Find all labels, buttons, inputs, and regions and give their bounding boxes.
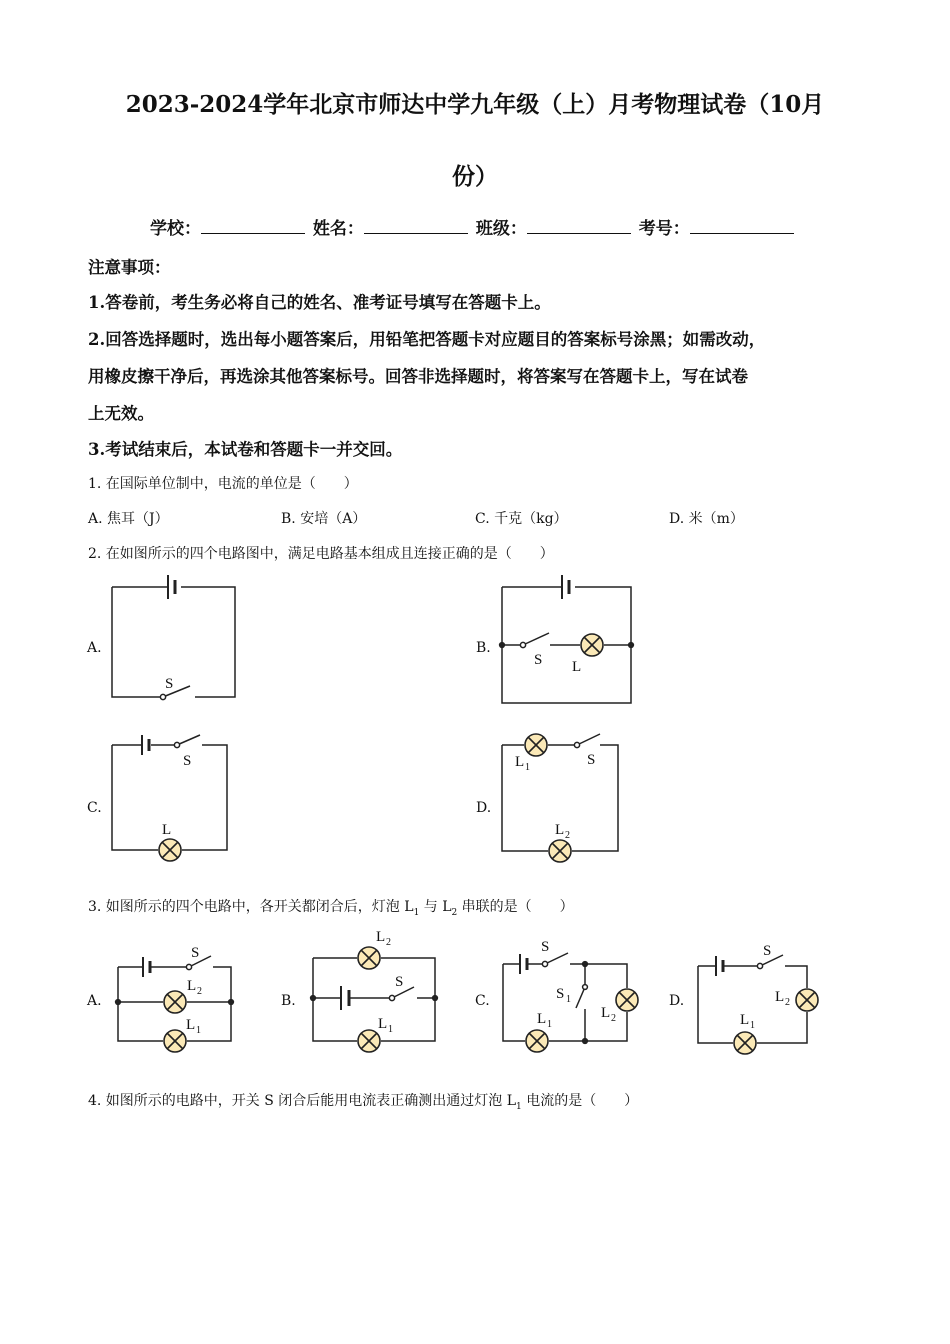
q3c-l1-sub: 1 [547,1019,552,1030]
q4-stem-sub: 1 [516,1101,522,1112]
q2-option-a[interactable]: A. [87,640,102,656]
q3b-l1-label: L [378,1016,388,1032]
q3d-bulb-l1 [734,1032,756,1054]
q3d-l1-label: L [740,1012,750,1028]
q3a-bulb-l1 [164,1030,186,1052]
q3c-l2-label: L [601,1005,611,1021]
q3b-bulb-l1 [358,1030,380,1052]
q3-option-d[interactable]: D. [669,993,685,1009]
q4-stem-part: 4. 如图所示的电路中，开关 S 闭合后能用电流表正确测出通过灯泡 L [88,1093,517,1109]
q3a-switch-label: S [191,945,200,961]
q1-option-b[interactable]: B. 安培（A） [281,511,367,527]
q2d-bulb-l1 [525,734,547,756]
q3c-l2-sub: 2 [611,1013,616,1024]
question-2-stem: 2. 在如图所示的四个电路图中，满足电路基本组成且连接正确的是（ ） [88,546,554,562]
q3-option-a[interactable]: A. [87,993,102,1009]
exam-title-line2: 份） [452,163,498,190]
q3a-bulb-l2 [164,991,186,1013]
q2b-bulb [581,634,603,656]
q2c-switch-label: S [183,753,192,769]
q3c-s1-sub: 1 [566,994,571,1005]
q3-circuit-c [503,953,627,1043]
q2d-l1-sub: 1 [525,762,530,773]
question-3-stem [88,896,574,918]
note-item: 1.答卷前，考生务必将自己的姓名、准考证号填写在答题卡上。 [88,293,551,312]
q3a-l2-label: L [187,978,197,994]
q4-stem-part: 电流的是（ ） [521,1093,639,1109]
q2c-bulb-label: L [162,822,172,838]
q2-circuit-a [112,575,235,700]
q3b-l1-sub: 1 [388,1024,393,1035]
q3-stem-part: 与 L [419,899,452,915]
q2c-bulb [159,839,181,861]
q2-option-d[interactable]: D. [476,800,492,816]
class-label: 班级： [475,219,527,239]
q3d-switch-label: S [763,943,772,959]
q3c-s1-label: S [556,986,565,1002]
q3c-bulb-l1 [526,1030,548,1052]
q2d-bulb-l2 [549,840,571,862]
q3c-switch-label: S [541,939,550,955]
q2b-switch-label: S [534,652,543,668]
q2-option-c[interactable]: C. [87,800,102,816]
q3-stem-sub: 1 [413,907,420,918]
q2d-l2-label: L [555,822,565,838]
q3c-bulb-l2 [616,989,638,1011]
q3-option-c[interactable]: C. [475,993,490,1009]
q2-circuit-b [500,575,634,703]
q3c-l1-label: L [537,1011,547,1027]
q3d-bulb-l2 [796,989,818,1011]
notes-heading: 注意事项： [88,258,171,277]
q3b-switch-label: S [395,974,404,990]
exam-title-line1: 2023-2024学年北京市师达中学九年级（上）月考物理试卷（10月 [125,91,825,118]
q3-option-b[interactable]: B. [281,993,296,1009]
q3-circuit-b [311,958,438,1041]
note-item: 2.回答选择题时，选出每小题答案后，用铅笔把答题卡对应题目的答案标号涂黑；如需改动， [88,330,766,349]
q1-option-a[interactable]: A. 焦耳（J） [88,511,169,527]
note-item: 上无效。 [88,404,154,423]
q3a-l1-sub: 1 [196,1025,201,1036]
question-1-stem: 1. 在国际单位制中，电流的单位是（ ） [88,476,358,492]
note-item: 3.考试结束后，本试卷和答题卡一并交回。 [88,440,403,459]
q3b-l2-sub: 2 [386,937,391,948]
q3-stem-part: 3. 如图所示的四个电路中，各开关都闭合后，灯泡 L [88,899,414,915]
q3d-l2-label: L [775,989,785,1005]
question-4-stem [88,1090,638,1112]
q3-stem-part: 串联的是（ ） [457,899,574,915]
q1-option-d[interactable]: D. 米（m） [669,511,744,527]
q2d-l2-sub: 2 [565,830,570,841]
q3b-bulb-l2 [358,947,380,969]
q3a-l1-label: L [186,1017,196,1033]
q3-stem-sub: 2 [451,907,458,918]
exam-number-label: 考号： [638,219,690,239]
name-label: 姓名： [312,219,364,239]
q3d-l2-sub: 2 [785,997,790,1008]
school-label: 学校： [150,219,201,239]
q2b-bulb-label: L [572,659,582,675]
q2d-l1-label: L [515,754,525,770]
q2a-switch-label: S [165,676,174,692]
q1-option-c[interactable]: C. 千克（kg） [475,511,568,527]
q3d-l1-sub: 1 [750,1020,755,1031]
note-item: 用橡皮擦干净后，再选涂其他答案标号。回答非选择题时，将答案写在答题卡上，写在试卷 [88,367,748,386]
q3b-l2-label: L [376,929,386,945]
q3a-l2-sub: 2 [197,986,202,997]
q2d-switch-label: S [587,752,596,768]
q2-option-b[interactable]: B. [476,640,491,656]
